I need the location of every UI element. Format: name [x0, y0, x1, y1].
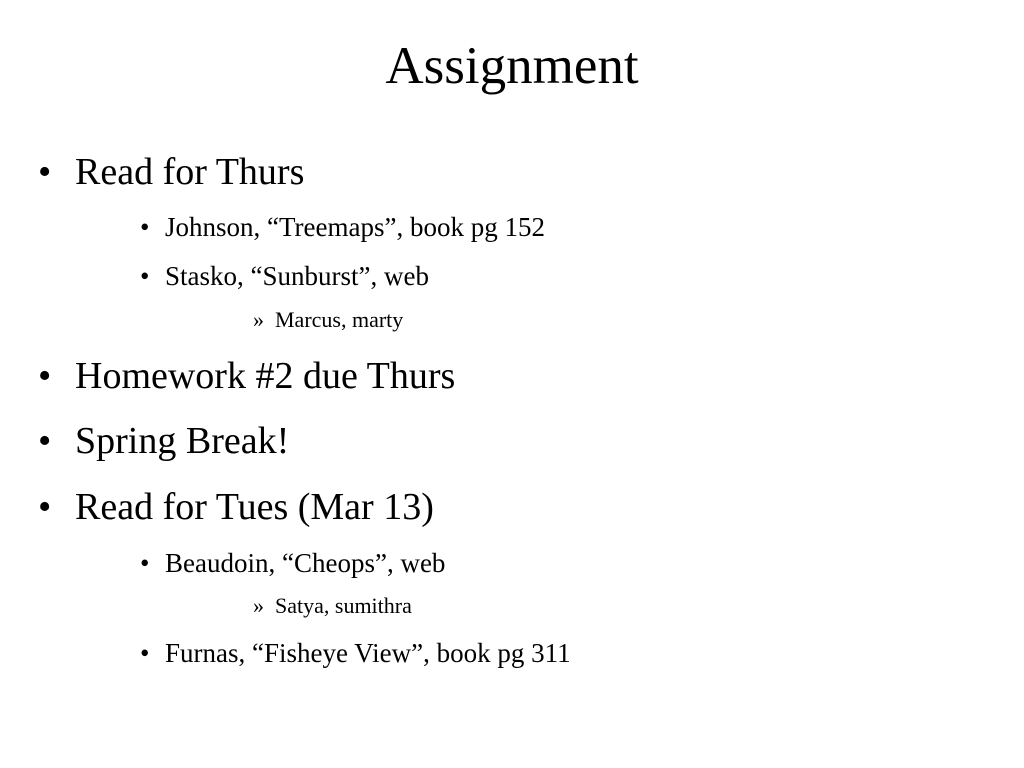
list-item-text: Spring Break! — [75, 420, 290, 462]
list-item-text: Beaudoin, “Cheops”, web — [165, 548, 446, 578]
chevron-bullet-icon: » — [253, 593, 264, 618]
bullet-icon: • — [140, 548, 150, 578]
chevron-bullet-icon: » — [253, 307, 264, 332]
list-item-text: Stasko, “Sunburst”, web — [165, 261, 429, 291]
bullet-icon: • — [140, 638, 150, 668]
list-item-text: Homework #2 due Thurs — [75, 355, 456, 397]
list-item-text: Furnas, “Fisheye View”, book pg 311 — [165, 638, 571, 668]
slide-title: Assignment — [385, 37, 639, 95]
list-item-text: Read for Tues (Mar 13) — [75, 486, 434, 528]
bullet-icon: • — [38, 486, 52, 528]
bullet-icon: • — [140, 212, 150, 242]
list-item-text: Read for Thurs — [75, 151, 305, 193]
bullet-icon: • — [38, 355, 52, 397]
list-item-text: Marcus, marty — [275, 307, 404, 332]
bullet-icon: • — [38, 151, 52, 193]
list-item-text: Johnson, “Treemaps”, book pg 152 — [165, 212, 545, 242]
bullet-icon: • — [38, 420, 52, 462]
list-item-text: Satya, sumithra — [275, 593, 412, 618]
bullet-icon: • — [140, 261, 150, 291]
